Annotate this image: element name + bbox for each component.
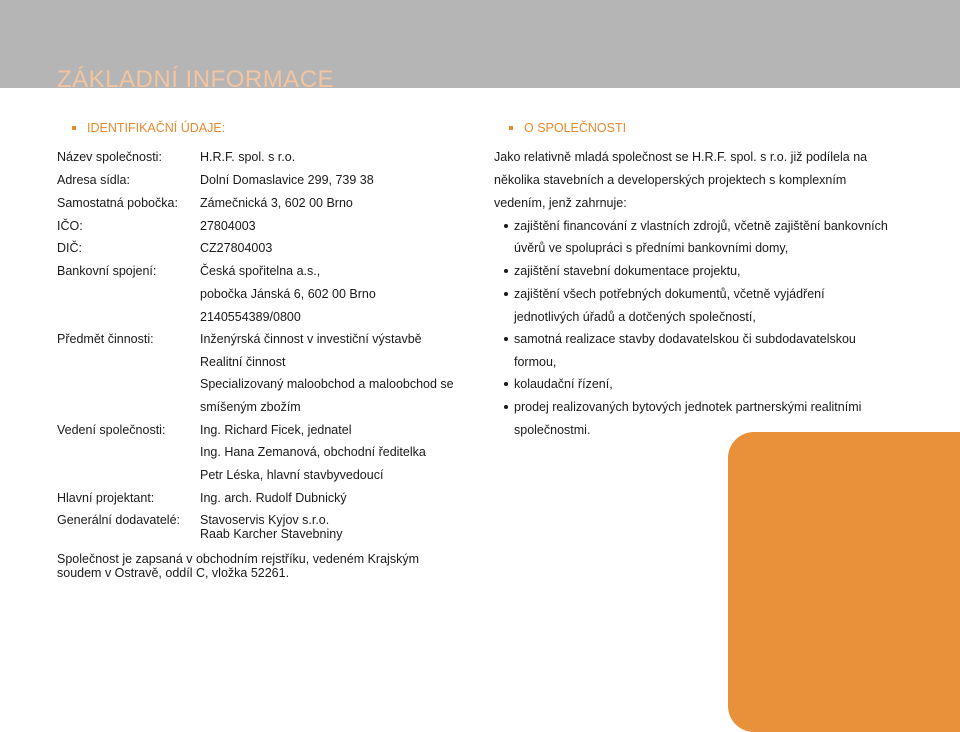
- list-item-continuation: úvěrů ve spolupráci s předními bankovními domy,: [514, 241, 789, 255]
- registration-note-line: Společnost je zapsaná v obchodním rejstříku, vedeném Krajským: [57, 552, 419, 566]
- row-label: DIČ:: [57, 241, 82, 255]
- decorative-orange-shape: [728, 432, 960, 732]
- about-intro-line: několika stavebních a developerských projektech s komplexním: [494, 173, 847, 187]
- row-label: Samostatná pobočka:: [57, 196, 178, 210]
- row-label: IČO:: [57, 219, 83, 233]
- list-item: zajištění všech potřebných dokumentů, včetně vyjádření: [504, 287, 825, 302]
- row-label: Předmět činnosti:: [57, 332, 154, 346]
- row-value: Realitní činnost: [200, 355, 286, 369]
- row-value: pobočka Jánská 6, 602 00 Brno: [200, 287, 376, 301]
- row-label: Bankovní spojení:: [57, 264, 157, 278]
- row-value: Ing. Richard Ficek, jednatel: [200, 423, 352, 437]
- row-value: Inženýrská činnost v investiční výstavbě: [200, 332, 422, 346]
- row-value: Raab Karcher Stavebniny: [200, 527, 343, 541]
- row-label: Adresa sídla:: [57, 173, 130, 187]
- about-heading: [509, 121, 626, 135]
- row-value: Petr Léska, hlavní stavbyvedoucí: [200, 468, 384, 482]
- row-value: H.R.F. spol. s r.o.: [200, 150, 296, 164]
- list-item-continuation: společnostmi.: [514, 423, 591, 437]
- identification-heading: [72, 121, 225, 135]
- row-value: CZ27804003: [200, 241, 273, 255]
- about-intro-line: Jako relativně mladá společnost se H.R.F. spol. s r.o. již podílela na: [494, 150, 868, 164]
- list-item-continuation: jednotlivých úřadů a dotčených společností,: [514, 310, 756, 324]
- row-value: 27804003: [200, 219, 256, 233]
- bullet-dot-icon: [504, 292, 508, 296]
- identification-heading-label: IDENTIFIKAČNÍ ÚDAJE:: [87, 121, 226, 135]
- row-value: smíšeným zbožím: [200, 400, 301, 414]
- row-label: Hlavní projektant:: [57, 491, 155, 505]
- bullet-dot-icon: [504, 337, 508, 341]
- list-item: prodej realizovaných bytových jednotek partnerskými realitními: [504, 400, 861, 415]
- row-value: Zámečnická 3, 602 00 Brno: [200, 196, 353, 210]
- about-heading-label: O SPOLEČNOSTI: [524, 121, 627, 135]
- row-value: Stavoservis Kyjov s.r.o.: [200, 513, 330, 527]
- about-intro-line: vedením, jenž zahrnuje:: [494, 196, 627, 210]
- row-label: Generální dodavatelé:: [57, 513, 181, 527]
- bullet-dot-icon: [504, 382, 508, 386]
- row-value: Česká spořitelna a.s.,: [200, 264, 321, 278]
- page-title: ZÁKLADNÍ INFORMACE: [57, 66, 335, 93]
- bullet-dot-icon: [504, 269, 508, 273]
- bullet-dot-icon: [504, 405, 508, 409]
- row-value: Specializovaný maloobchod a maloobchod se: [200, 377, 454, 391]
- row-value: Ing. Hana Zemanová, obchodní ředitelka: [200, 445, 426, 459]
- list-item-continuation: formou,: [514, 355, 557, 369]
- registration-note-line: soudem v Ostravě, oddíl C, vložka 52261.: [57, 566, 290, 580]
- list-item: zajištění financování z vlastních zdrojů, včetně zajištění bankovních: [504, 219, 888, 234]
- row-label: Vedení společnosti:: [57, 423, 166, 437]
- list-item: kolaudační řízení,: [504, 377, 613, 392]
- row-label: Název společnosti:: [57, 150, 162, 164]
- square-bullet-icon: [72, 126, 76, 130]
- row-value: Dolní Domaslavice 299, 739 38: [200, 173, 374, 187]
- square-bullet-icon: [509, 126, 513, 130]
- row-value: Ing. arch. Rudolf Dubnický: [200, 491, 347, 505]
- bullet-dot-icon: [504, 224, 508, 228]
- list-item: zajištění stavební dokumentace projektu,: [504, 264, 741, 279]
- list-item: samotná realizace stavby dodavatelskou či subdodavatelskou: [504, 332, 856, 347]
- row-value: 2140554389/0800: [200, 310, 301, 324]
